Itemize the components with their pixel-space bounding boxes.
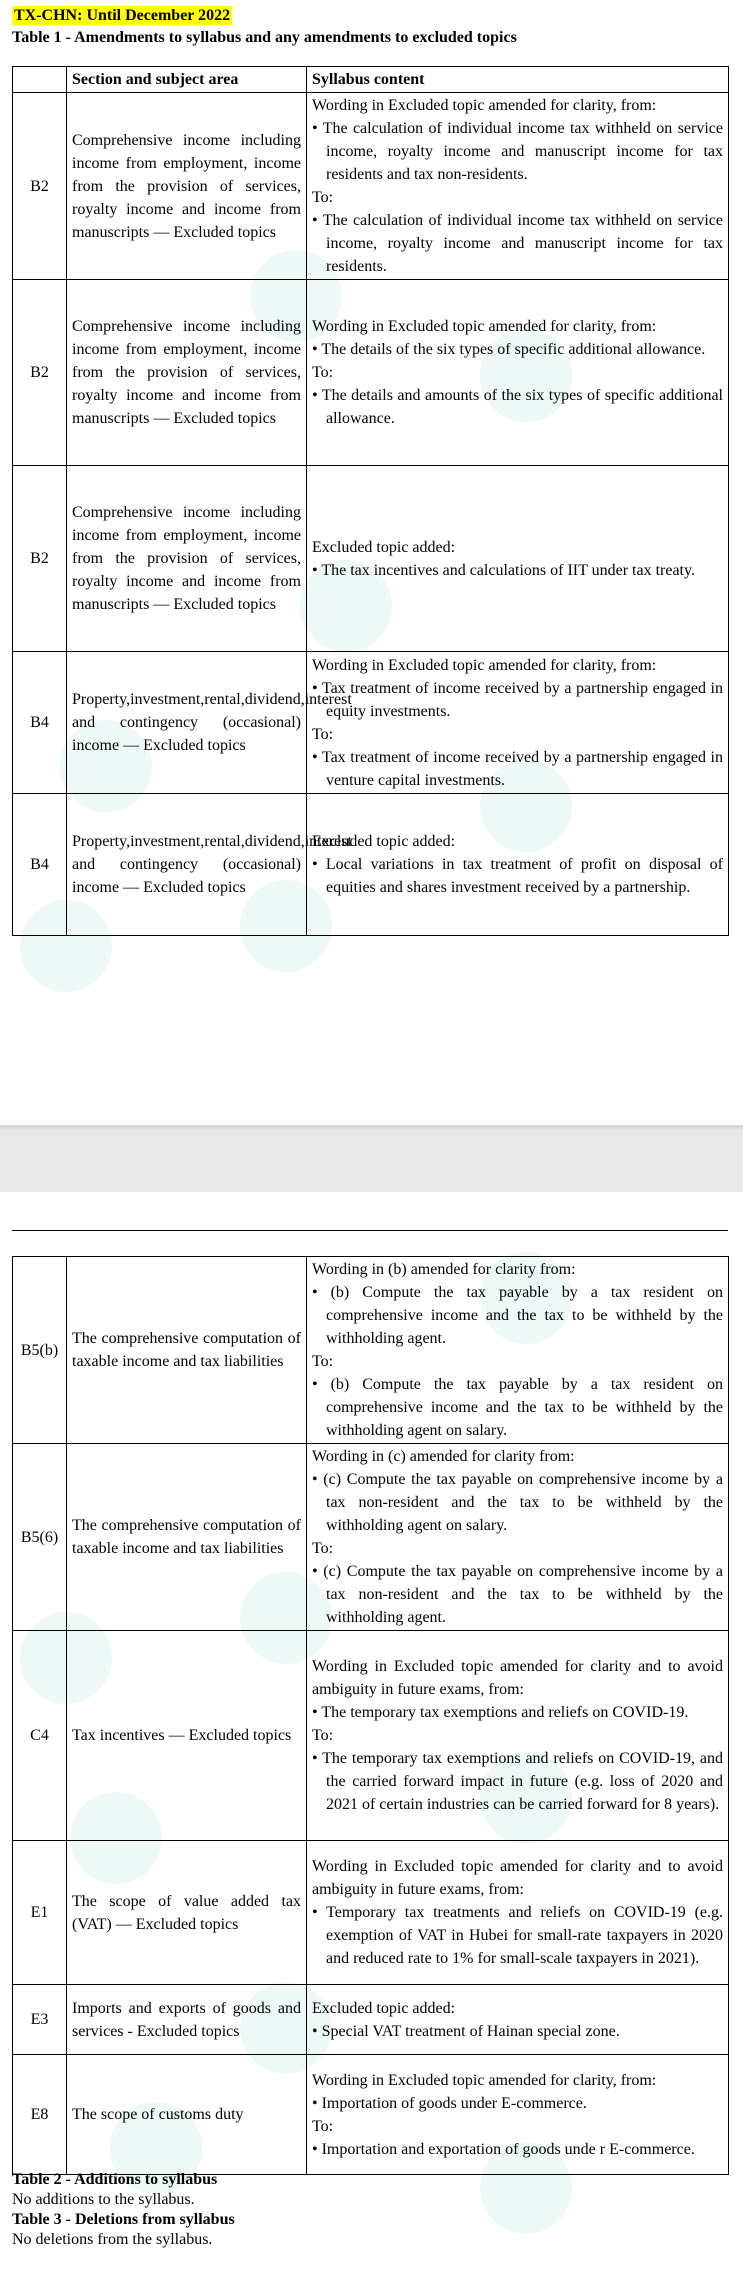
amendments-table — [12, 66, 729, 936]
content-line: To: — [312, 1353, 334, 1370]
table-row — [13, 2055, 729, 2175]
content-line: Wording in Excluded topic amended for clarity, from: — [312, 318, 657, 335]
table-row — [13, 1444, 729, 1631]
subject-area: The comprehensive computation of taxable income and tax liabilities — [67, 1257, 307, 1444]
syllabus-content — [307, 794, 729, 936]
syllabus-content — [307, 2055, 729, 2175]
section-code: B5(b) — [13, 1257, 67, 1444]
table-row — [13, 652, 729, 794]
content-line: • The details and amounts of the six types of specific additional allowance. — [312, 387, 723, 427]
section-code: B2 — [13, 280, 67, 466]
table-row — [13, 1631, 729, 1841]
content-line: • Special VAT treatment of Hainan special zone. — [312, 2022, 620, 2040]
page-top-rule — [12, 1230, 728, 1231]
section-code: B4 — [13, 652, 67, 794]
syllabus-content — [307, 1841, 729, 1985]
column-header: Syllabus content — [307, 67, 729, 93]
subject-area: The scope of customs duty — [67, 2055, 307, 2175]
document-page-2 — [0, 1192, 743, 2283]
subject-area: Imports and exports of goods and services - Excluded topics — [67, 1985, 307, 2055]
table-header-row — [13, 67, 729, 93]
content-line: To: — [312, 1727, 334, 1744]
content-line: • The tax incentives and calculations of IIT under tax treaty. — [312, 561, 695, 579]
syllabus-content — [307, 1985, 729, 2055]
document-page-1 — [0, 0, 743, 1125]
content-line: To: — [312, 2117, 334, 2135]
column-header — [13, 67, 67, 93]
syllabus-content — [307, 1631, 729, 1841]
section-code: E3 — [13, 1985, 67, 2055]
syllabus-content — [307, 466, 729, 652]
content-line: • The calculation of individual income tax withheld on service income, royalty income and manuscript income for tax residents. — [312, 212, 723, 275]
subject-area: Comprehensive income including income from employment, income from the provision of services, royalty income and income from manuscripts — Excluded topics — [67, 93, 307, 280]
section-code: B4 — [13, 794, 67, 936]
content-line: To: — [312, 725, 334, 743]
content-line: Wording in Excluded topic amended for clarity, from: — [312, 2071, 657, 2089]
subject-area: Comprehensive income including income from employment, income from the provision of services, royalty income and income from manuscripts — Excluded topics — [67, 466, 307, 652]
syllabus-content — [307, 1257, 729, 1444]
subject-area: Tax incentives — Excluded topics — [67, 1631, 307, 1841]
subject-area: The comprehensive computation of taxable income and tax liabilities — [67, 1444, 307, 1631]
content-line: Wording in (b) amended for clarity from: — [312, 1261, 576, 1278]
syllabus-content — [307, 1444, 729, 1631]
table-row — [13, 280, 729, 466]
syllabus-content — [307, 93, 729, 280]
table3-heading: Table 3 - Deletions from syllabus — [12, 2211, 235, 2228]
table1-heading: Table 1 - Amendments to syllabus and any amendments to excluded topics — [12, 29, 517, 46]
subject-area: The scope of value added tax (VAT) — Excluded topics — [67, 1841, 307, 1985]
content-line: • Local variations in tax treatment of profit on disposal of equities and shares investment received by a partnership. — [312, 856, 723, 896]
section-code: B5(6) — [13, 1444, 67, 1631]
content-line: • Tax treatment of income received by a partnership engaged in equity investments. — [312, 679, 723, 720]
table-row — [13, 1985, 729, 2055]
syllabus-content — [307, 652, 729, 794]
table3-text: No deletions from the syllabus. — [12, 2231, 213, 2248]
content-line: Excluded topic added: — [312, 833, 456, 850]
subject-area: Comprehensive income including income from employment, income from the provision of services, royalty income and income from manuscripts — Excluded topics — [67, 280, 307, 466]
table-row — [13, 1841, 729, 1985]
content-line: To: — [312, 189, 334, 206]
content-line: • Tax treatment of income received by a partnership engaged in venture capital investments. — [312, 748, 723, 789]
content-line: • (b) Compute the tax payable by a tax resident on comprehensive income and the tax to be withheld by the withholding agent. — [312, 1284, 723, 1347]
subject-area: Property,investment,rental,dividend,interest and contingency (occasional) income — Excluded topics — [67, 794, 307, 936]
table-row — [13, 93, 729, 280]
content-line: • The calculation of individual income tax withheld on service income, royalty income and manuscript income for tax residents and tax non-residents. — [312, 120, 723, 183]
content-line: Wording in Excluded topic amended for clarity, from: — [312, 97, 657, 114]
content-line: Wording in Excluded topic amended for clarity and to avoid ambiguity in future exams, from: — [312, 1658, 723, 1698]
content-line: To: — [312, 364, 334, 381]
page-gap — [0, 1125, 743, 1192]
content-line: Excluded topic added: — [312, 1999, 456, 2017]
content-line: Wording in Excluded topic amended for clarity, from: — [312, 656, 657, 674]
content-line: • (b) Compute the tax payable by a tax resident on comprehensive income and the tax to be withheld by the withholding agent on salary. — [312, 1376, 723, 1439]
content-line: • Temporary tax treatments and reliefs on COVID-19 (e.g. exemption of VAT in Hubei for small-rate taxpayers in 2020 and reduced rate to 1% for small-scale taxpayers in 2021). — [312, 1904, 723, 1967]
subject-area: Property,investment,rental,dividend,interest and contingency (occasional) income — Excluded topics — [67, 652, 307, 794]
content-line: Wording in (c) amended for clarity from: — [312, 1448, 575, 1465]
content-line: • The details of the six types of specific additional allowance. — [312, 341, 706, 358]
column-header: Section and subject area — [67, 67, 307, 93]
table-row — [13, 466, 729, 652]
table2-heading: Table 2 - Additions to syllabus — [12, 2171, 218, 2188]
content-line: To: — [312, 1540, 334, 1557]
table2-text: No additions to the syllabus. — [12, 2191, 195, 2208]
content-line: • Importation of goods under E-commerce. — [312, 2094, 587, 2112]
table-row — [13, 1257, 729, 1444]
content-line: • The temporary tax exemptions and reliefs on COVID-19, and the carried forward impact in future (e.g. loss of 2020 and 2021 of certain industries can be carried forward for 8 years). — [312, 1750, 723, 1813]
section-code: B2 — [13, 93, 67, 280]
section-code: C4 — [13, 1631, 67, 1841]
document-title: TX-CHN: Until December 2022 — [14, 7, 231, 24]
amendments-table-continued — [12, 1256, 729, 2175]
section-code: E1 — [13, 1841, 67, 1985]
section-code: E8 — [13, 2055, 67, 2175]
content-line: • The temporary tax exemptions and reliefs on COVID-19. — [312, 1704, 689, 1721]
content-line: Wording in Excluded topic amended for clarity and to avoid ambiguity in future exams, from: — [312, 1858, 723, 1898]
syllabus-content — [307, 280, 729, 466]
content-line: • (c) Compute the tax payable on comprehensive income by a tax non-resident and the tax to be withheld by the withholding agent on salary. — [312, 1471, 723, 1534]
section-code: B2 — [13, 466, 67, 652]
content-line: • Importation and exportation of goods unde r E-commerce. — [312, 2140, 695, 2158]
content-line: Excluded topic added: — [312, 538, 456, 556]
content-line: • (c) Compute the tax payable on comprehensive income by a tax non-resident and the tax to be withheld by the withholding agent. — [312, 1563, 723, 1626]
table-row — [13, 794, 729, 936]
